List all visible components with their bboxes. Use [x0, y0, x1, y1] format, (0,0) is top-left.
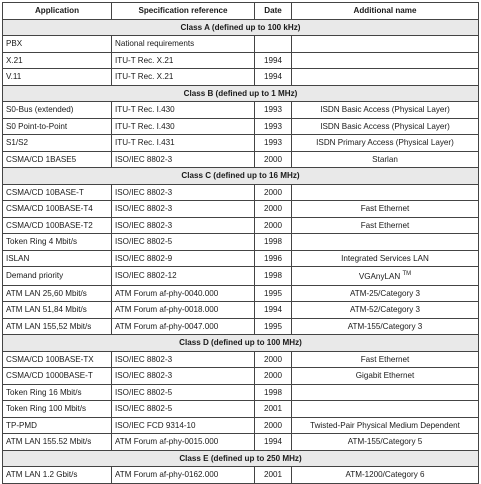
date-cell-text: 2000 — [263, 371, 282, 380]
specification-cell — [112, 102, 255, 119]
date-cell — [255, 135, 292, 152]
application-cell-text: S1/S2 — [6, 138, 29, 147]
specification-cell-text: ITU-T Rec. I.430 — [115, 121, 175, 131]
specification-cell-text: ISO/IEC 8802-3 — [115, 220, 173, 230]
header-additional-name: Additional name — [292, 3, 479, 20]
header-date: Date — [255, 3, 292, 20]
date-cell-text: 2000 — [263, 420, 282, 430]
date-cell-text: 1996 — [263, 253, 282, 263]
application-cell — [3, 36, 112, 53]
additional-name-cell — [292, 384, 479, 401]
additional-name-cell — [292, 401, 479, 418]
date-cell — [255, 69, 292, 86]
additional-name-cell — [292, 267, 479, 286]
table-row — [3, 217, 479, 234]
specification-cell-text: ATM Forum af-phy-0162.000 — [115, 470, 219, 479]
class-section-header — [3, 168, 479, 185]
table-row — [3, 184, 479, 201]
class-section-title: Class A (defined up to 100 kHz) — [3, 19, 479, 36]
specification-cell-text: ISO/IEC 8802-5 — [115, 404, 173, 413]
specification-cell-text: ISO/IEC 8802-3 — [115, 354, 173, 364]
specification-cell — [112, 217, 255, 234]
additional-name-cell-text: ISDN Basic Access (Physical Layer) — [320, 105, 450, 114]
specification-cell-text: ITU-T Rec. I.430 — [115, 105, 175, 114]
application-cell — [3, 302, 112, 319]
date-cell-text: 1995 — [263, 321, 282, 331]
additional-name-cell — [292, 151, 479, 168]
table-row — [3, 384, 479, 401]
date-cell — [255, 217, 292, 234]
table-row — [3, 351, 479, 368]
additional-name-cell-text: Integrated Services LAN — [341, 253, 429, 263]
additional-name-cell-text: Fast Ethernet — [360, 220, 410, 230]
specification-cell-text: ISO/IEC 8802-3 — [115, 371, 173, 380]
table-row — [3, 36, 479, 53]
additional-name-cell — [292, 434, 479, 451]
class-section-header — [3, 85, 479, 102]
application-cell — [3, 118, 112, 135]
application-cell-text: ATM LAN 51,84 Mbit/s — [6, 305, 87, 314]
additional-name-cell-text: ATM-155/Category 5 — [347, 437, 423, 446]
specification-cell — [112, 384, 255, 401]
specification-cell — [112, 69, 255, 86]
application-class-table — [2, 2, 479, 484]
specification-cell — [112, 318, 255, 335]
date-cell — [255, 250, 292, 267]
additional-name-cell — [292, 217, 479, 234]
table-row — [3, 417, 479, 434]
date-cell-text: 2000 — [263, 354, 282, 364]
specification-cell-text: ATM Forum af-phy-0040.000 — [115, 288, 219, 298]
header-specification-reference: Specification reference — [112, 3, 255, 20]
application-cell — [3, 417, 112, 434]
additional-name-cell-text: ISDN Primary Access (Physical Layer) — [316, 138, 454, 147]
additional-name-cell-text: Fast Ethernet — [360, 204, 410, 213]
date-cell-text: 1994 — [263, 72, 282, 81]
additional-name-cell — [292, 201, 479, 218]
specification-cell-text: ISO/IEC 8802-3 — [115, 204, 173, 213]
application-cell — [3, 351, 112, 368]
table-row — [3, 467, 479, 484]
date-cell — [255, 36, 292, 53]
application-cell — [3, 151, 112, 168]
table-row — [3, 102, 479, 119]
application-cell-text: CSMA/CD 1000BASE-T — [6, 371, 93, 380]
specification-cell — [112, 52, 255, 69]
date-cell — [255, 467, 292, 484]
date-cell-text: 2001 — [263, 404, 282, 413]
additional-name-cell — [292, 368, 479, 385]
date-cell-text: 1993 — [263, 105, 282, 114]
additional-name-cell-text: Gigabit Ethernet — [355, 371, 415, 380]
application-cell-text: ATM LAN 155.52 Mbit/s — [6, 437, 92, 446]
application-cell — [3, 368, 112, 385]
additional-name-cell-text: Starlan — [372, 154, 398, 164]
date-cell-text: 1995 — [263, 288, 282, 298]
header-application: Application — [3, 3, 112, 20]
date-cell-text: 1998 — [263, 387, 282, 397]
specification-cell — [112, 36, 255, 53]
additional-name-cell-text: Fast Ethernet — [360, 354, 410, 364]
application-cell-text: ISLAN — [6, 253, 30, 263]
specification-cell — [112, 267, 255, 286]
specification-cell — [112, 201, 255, 218]
date-cell — [255, 302, 292, 319]
additional-name-cell-text: ATM-52/Category 3 — [349, 305, 421, 314]
application-cell-text: S0-Bus (extended) — [6, 105, 74, 114]
application-cell-text: Demand priority — [6, 271, 64, 280]
date-cell-text: 2000 — [263, 154, 282, 164]
class-section-title: Class B (defined up to 1 MHz) — [3, 85, 479, 102]
application-cell — [3, 201, 112, 218]
specification-cell-text: ATM Forum af-phy-0015.000 — [115, 437, 219, 446]
table-row — [3, 135, 479, 152]
additional-name-cell-text: VGAnyLAN — [358, 272, 401, 281]
table-row — [3, 318, 479, 335]
application-cell — [3, 434, 112, 451]
additional-name-cell — [292, 52, 479, 69]
additional-name-cell-text: ATM-155/Category 3 — [347, 321, 423, 331]
specification-cell-text: ISO/IEC 8802-5 — [115, 387, 173, 397]
table-row — [3, 69, 479, 86]
date-cell — [255, 417, 292, 434]
table-row — [3, 52, 479, 69]
date-cell-text: 2000 — [263, 220, 282, 230]
date-cell-text: 1994 — [263, 437, 282, 446]
date-cell — [255, 52, 292, 69]
additional-name-cell-text: ATM-25/Category 3 — [349, 288, 421, 298]
table-row — [3, 118, 479, 135]
table-row — [3, 401, 479, 418]
table-row — [3, 234, 479, 251]
application-cell-text: Token Ring 4 Mbit/s — [6, 237, 78, 246]
application-cell-text: TP-PMD — [6, 420, 38, 430]
specification-cell — [112, 250, 255, 267]
application-cell-text: Token Ring 100 Mbit/s — [6, 404, 87, 413]
trademark-superscript: TM — [402, 271, 412, 277]
date-cell-text: 1998 — [263, 237, 282, 246]
additional-name-cell — [292, 285, 479, 302]
application-cell-text: Token Ring 16 Mbit/s — [6, 387, 82, 397]
specification-cell-text: ISO/IEC 8802-9 — [115, 253, 173, 263]
additional-name-cell — [292, 417, 479, 434]
application-cell-text: CSMA/CD 10BASE-T — [6, 187, 84, 197]
date-cell-text: 1998 — [263, 271, 282, 280]
application-cell-text: CSMA/CD 100BASE-TX — [6, 354, 94, 364]
date-cell — [255, 285, 292, 302]
date-cell-text: 2000 — [263, 204, 282, 213]
application-cell — [3, 467, 112, 484]
application-cell — [3, 384, 112, 401]
application-cell — [3, 234, 112, 251]
date-cell — [255, 151, 292, 168]
additional-name-cell — [292, 135, 479, 152]
date-cell — [255, 184, 292, 201]
specification-cell-text: ATM Forum af-phy-0018.000 — [115, 305, 219, 314]
table-header-row — [3, 3, 479, 20]
specification-cell-text: ITU-T Rec. I.431 — [115, 138, 175, 147]
additional-name-cell — [292, 302, 479, 319]
application-cell — [3, 135, 112, 152]
table-row — [3, 302, 479, 319]
application-cell-text: ATM LAN 25,60 Mbit/s — [6, 288, 87, 298]
date-cell — [255, 267, 292, 286]
specification-cell-text: ITU-T Rec. X.21 — [115, 55, 174, 65]
application-cell — [3, 69, 112, 86]
specification-cell-text: ISO/IEC FCD 9314-10 — [115, 420, 196, 430]
application-cell-text: X.21 — [6, 55, 23, 65]
application-cell-text: CSMA/CD 100BASE-T4 — [6, 204, 93, 213]
specification-cell — [112, 368, 255, 385]
specification-cell — [112, 118, 255, 135]
date-cell-text: 1994 — [263, 55, 282, 65]
date-cell-text: 1993 — [263, 121, 282, 131]
application-cell — [3, 184, 112, 201]
date-cell — [255, 118, 292, 135]
specification-cell — [112, 302, 255, 319]
specification-cell — [112, 467, 255, 484]
additional-name-cell — [292, 102, 479, 119]
class-section-header — [3, 450, 479, 467]
specification-cell — [112, 434, 255, 451]
application-cell — [3, 102, 112, 119]
additional-name-cell-text: Twisted-Pair Physical Medium Dependent — [310, 420, 460, 430]
specification-cell-text: ISO/IEC 8802-3 — [115, 154, 173, 164]
date-cell — [255, 384, 292, 401]
additional-name-cell-text: ISDN Basic Access (Physical Layer) — [320, 121, 450, 131]
application-cell — [3, 318, 112, 335]
date-cell — [255, 201, 292, 218]
specification-cell-text: ISO/IEC 8802-12 — [115, 271, 177, 280]
additional-name-cell — [292, 36, 479, 53]
date-cell — [255, 102, 292, 119]
date-cell-text: 2001 — [263, 470, 282, 479]
date-cell — [255, 351, 292, 368]
date-cell — [255, 318, 292, 335]
additional-name-cell — [292, 318, 479, 335]
specification-cell — [112, 234, 255, 251]
table-row — [3, 201, 479, 218]
specification-cell-text: ATM Forum af-phy-0047.000 — [115, 321, 219, 331]
specification-cell — [112, 151, 255, 168]
specification-cell — [112, 184, 255, 201]
class-section-title: Class C (defined up to 16 MHz) — [3, 168, 479, 185]
specification-cell-text: ISO/IEC 8802-3 — [115, 187, 173, 197]
application-cell — [3, 250, 112, 267]
specification-cell — [112, 351, 255, 368]
application-cell-text: V.11 — [6, 72, 22, 81]
specification-cell — [112, 401, 255, 418]
table-row — [3, 250, 479, 267]
date-cell — [255, 401, 292, 418]
date-cell — [255, 234, 292, 251]
specification-cell-text: National requirements — [115, 39, 195, 48]
table-row — [3, 151, 479, 168]
application-cell-text: CSMA/CD 100BASE-T2 — [6, 220, 93, 230]
specification-cell — [112, 285, 255, 302]
application-cell-text: CSMA/CD 1BASE5 — [6, 154, 77, 164]
class-section-header — [3, 335, 479, 352]
additional-name-cell — [292, 351, 479, 368]
specification-cell — [112, 417, 255, 434]
additional-name-cell — [292, 184, 479, 201]
additional-name-cell — [292, 467, 479, 484]
application-cell — [3, 285, 112, 302]
application-class-table-document — [2, 2, 478, 484]
application-cell-text: ATM LAN 1.2 Gbit/s — [6, 470, 78, 479]
application-cell-text: ATM LAN 155,52 Mbit/s — [6, 321, 92, 331]
date-cell-text: 2000 — [263, 187, 282, 197]
specification-cell-text: ITU-T Rec. X.21 — [115, 72, 174, 81]
table-row — [3, 434, 479, 451]
table-row — [3, 267, 479, 286]
additional-name-cell-text: ATM-1200/Category 6 — [345, 470, 425, 479]
class-section-header — [3, 19, 479, 36]
application-cell-text: PBX — [6, 39, 23, 48]
date-cell — [255, 434, 292, 451]
additional-name-cell — [292, 118, 479, 135]
specification-cell — [112, 135, 255, 152]
additional-name-cell — [292, 234, 479, 251]
additional-name-cell — [292, 69, 479, 86]
application-cell-text: S0 Point-to-Point — [6, 121, 68, 131]
application-cell — [3, 52, 112, 69]
specification-cell-text: ISO/IEC 8802-5 — [115, 237, 173, 246]
date-cell — [255, 368, 292, 385]
table-row — [3, 368, 479, 385]
table-body — [3, 19, 479, 483]
application-cell — [3, 267, 112, 286]
application-cell — [3, 401, 112, 418]
class-section-title: Class E (defined up to 250 MHz) — [3, 450, 479, 467]
class-section-title: Class D (defined up to 100 MHz) — [3, 335, 479, 352]
date-cell-text: 1993 — [263, 138, 282, 147]
date-cell-text: 1994 — [263, 305, 282, 314]
table-row — [3, 285, 479, 302]
application-cell — [3, 217, 112, 234]
additional-name-cell — [292, 250, 479, 267]
